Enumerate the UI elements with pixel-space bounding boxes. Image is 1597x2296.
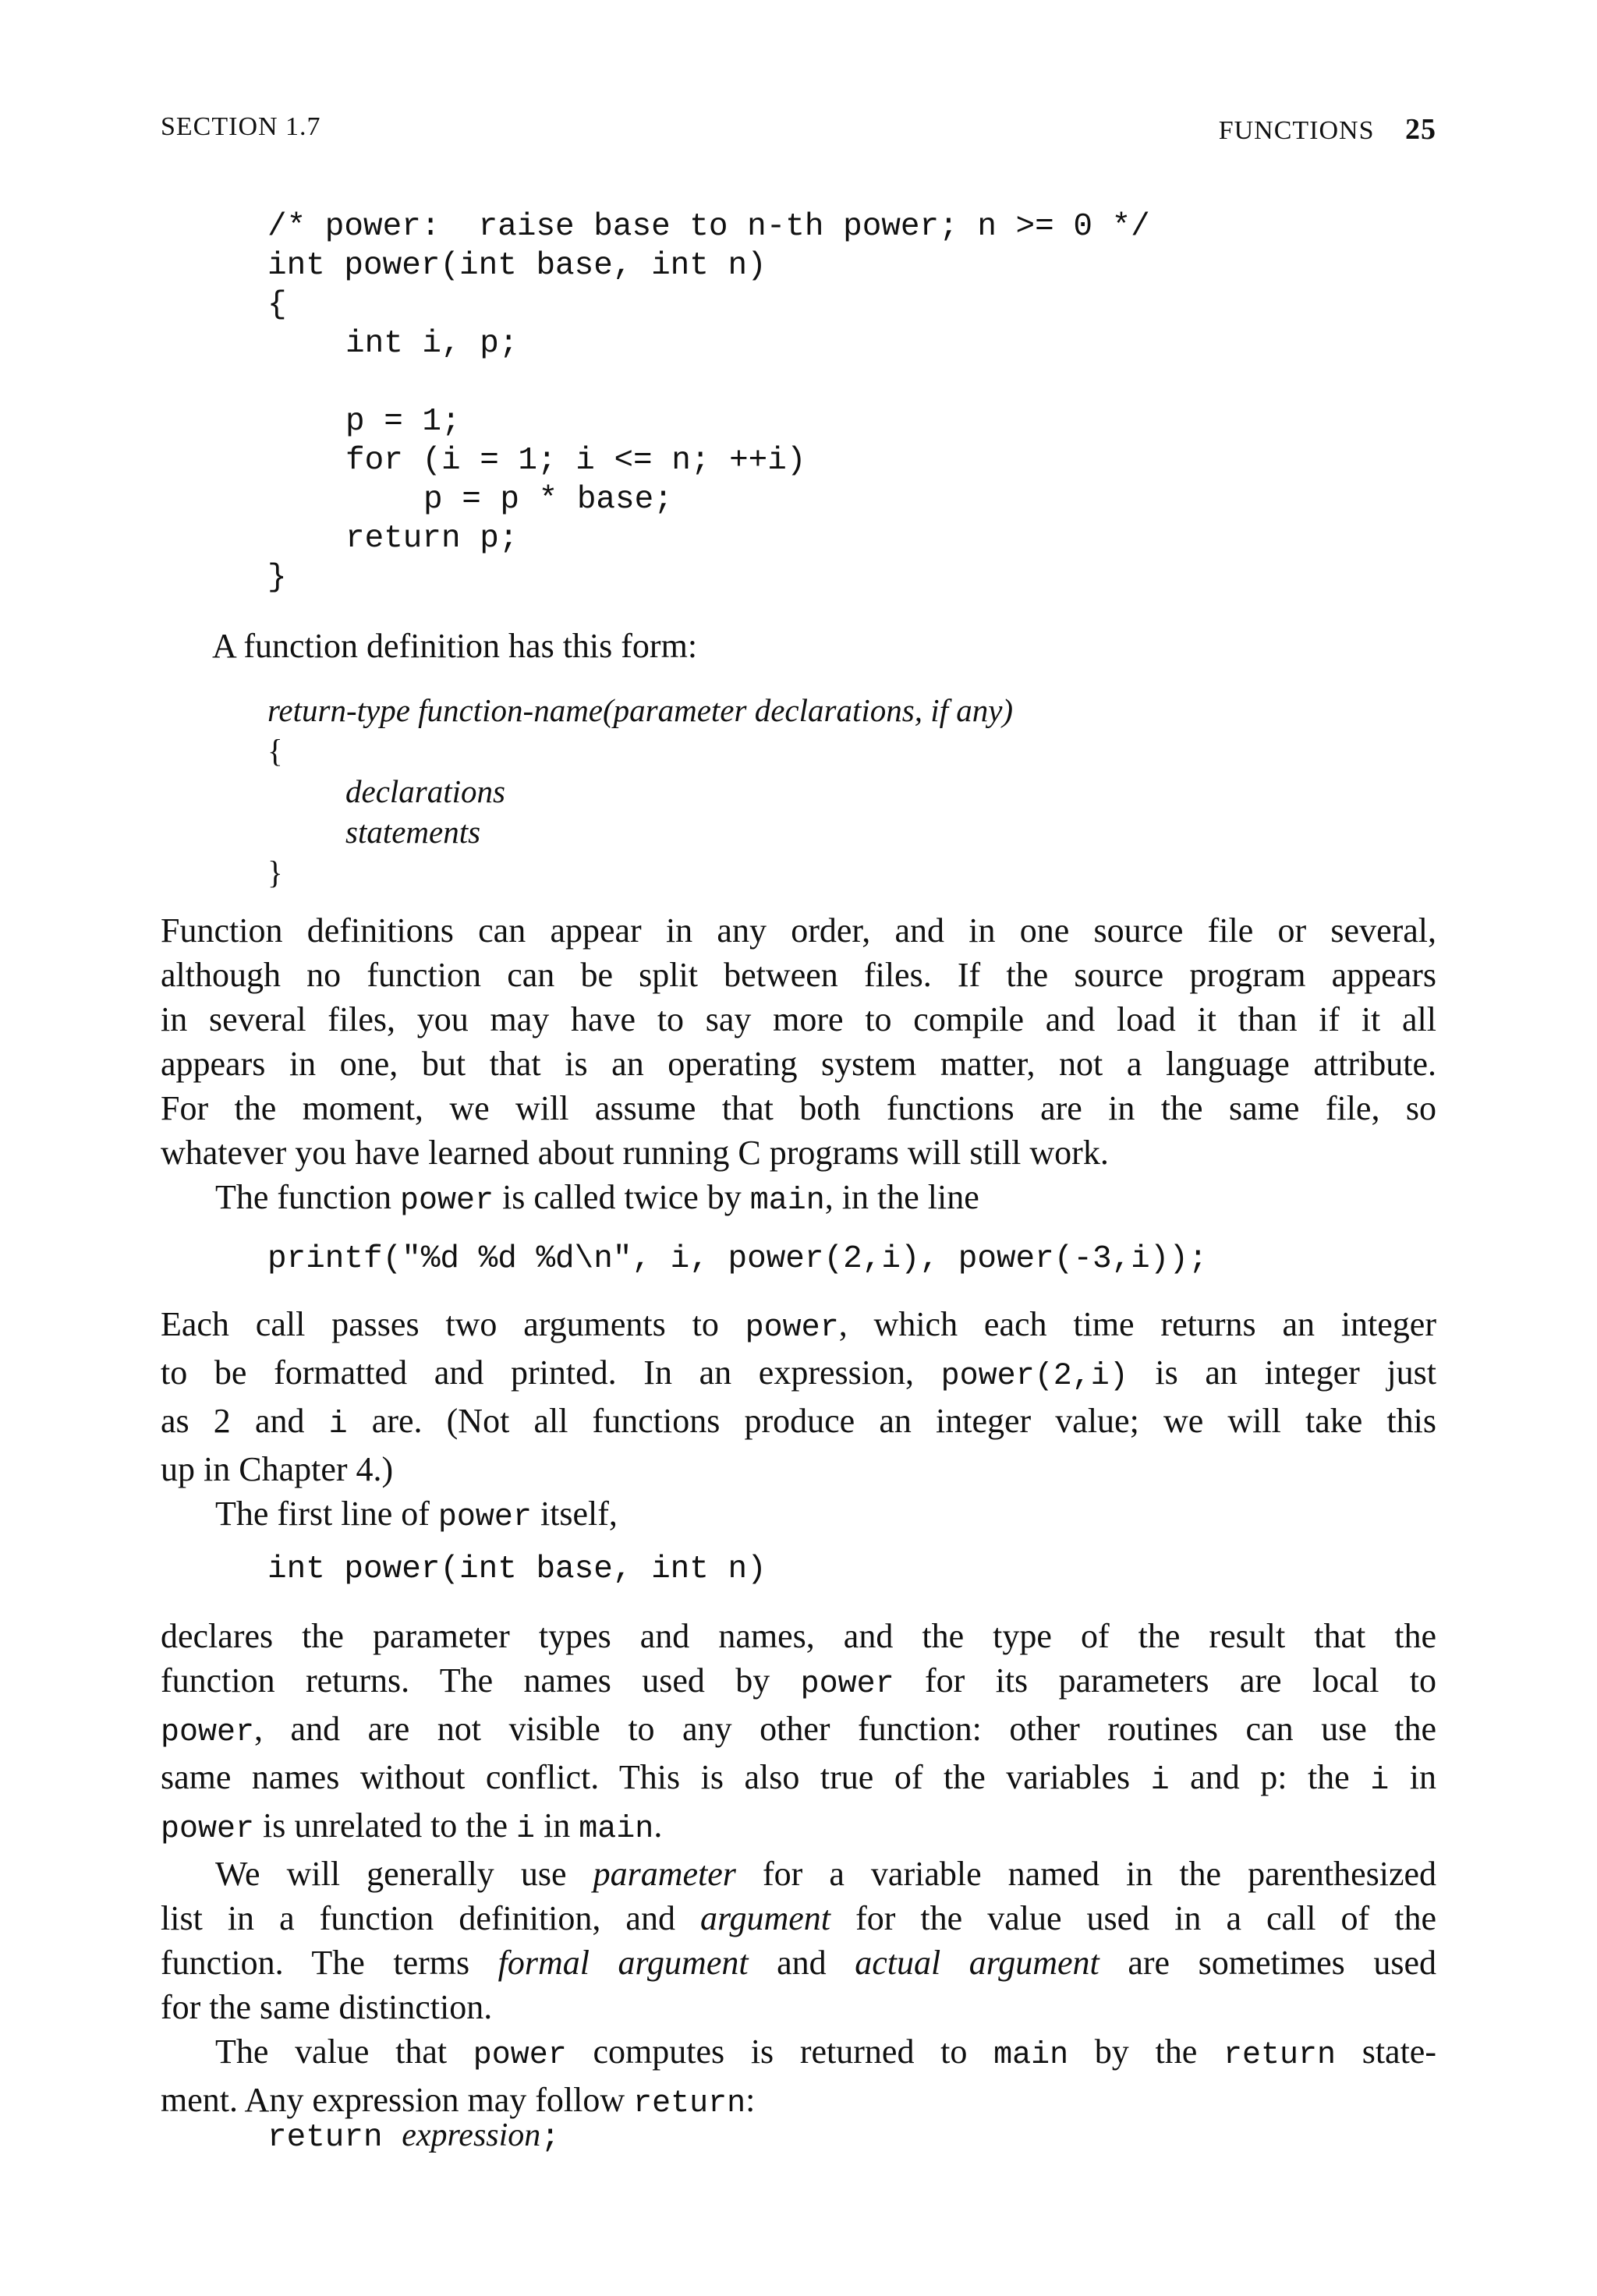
italic-term: actual argument: [855, 1944, 1099, 1982]
text-line: [161, 1658, 1436, 1707]
code-semicolon: ;: [540, 2120, 560, 2156]
paragraph-1: [161, 908, 1436, 1223]
inline-code: power(2,i): [940, 1359, 1128, 1394]
inline-code: i: [328, 1407, 348, 1442]
form-open-brace: {: [267, 733, 283, 769]
code-placeholder: expression: [402, 2117, 541, 2153]
code-line: for (i = 1; i <= n; ++i): [345, 443, 806, 479]
code-block-declaration: [267, 1550, 767, 1589]
inline-code: power: [161, 1715, 255, 1750]
text-line: [161, 1350, 1436, 1399]
text-span: computes is returned to: [566, 2032, 994, 2071]
text-span: is unrelated to the: [254, 1806, 517, 1845]
text-span: for its parameters are local to: [894, 1661, 1436, 1700]
code-line: p = 1;: [345, 404, 461, 440]
text-line: [161, 2029, 1436, 2078]
text-span: state-: [1336, 2032, 1436, 2071]
code-line: return p;: [345, 521, 519, 557]
code-line: p = p * base;: [423, 482, 673, 518]
text-span: itself,: [531, 1495, 618, 1533]
inline-code: return: [633, 2086, 746, 2121]
inline-code: i: [516, 1812, 536, 1847]
text-span: as 2 and: [161, 1402, 329, 1440]
inline-code: i: [1150, 1764, 1170, 1799]
text-line: for the same distinction.: [161, 1988, 493, 2026]
text-span: are. (Not all functions produce an integer value; we will take this: [347, 1402, 1436, 1440]
text-span: in: [1389, 1758, 1436, 1796]
text-span: are sometimes used: [1099, 1944, 1437, 1982]
form-statements: statements: [345, 814, 481, 850]
code-block-return: [267, 2116, 560, 2155]
form-close-brace: }: [267, 854, 283, 890]
text-span: , and are not visible to any other function: other routines can use the: [254, 1710, 1436, 1748]
text-line: For the moment, we will assume that both functions are in the same file, so: [161, 1089, 1436, 1127]
inline-code: power: [800, 1667, 894, 1702]
text-span: ment. Any expression may follow: [161, 2081, 634, 2119]
paragraph-5: [161, 1614, 1436, 2126]
code-line-blank: [267, 363, 1150, 402]
inline-code: power: [437, 1500, 532, 1535]
text-span: for the value used in a call of the: [830, 1899, 1436, 1937]
code-line: int power(int base, int n): [267, 248, 767, 284]
text-line: [161, 1302, 1436, 1350]
text-span: is an integer just: [1128, 1353, 1436, 1392]
inline-code: power: [400, 1183, 494, 1219]
text-line: Function definitions can appear in any order, and in one source file or several,: [161, 911, 1436, 950]
text-line: whatever you have learned about running C programs will still work.: [161, 1134, 1109, 1172]
text-line: [161, 1707, 1436, 1755]
text-line: up in Chapter 4.): [161, 1450, 394, 1488]
italic-term: parameter: [593, 1855, 736, 1893]
inline-code: main: [993, 2038, 1069, 2073]
text-line: declares the parameter types and names, and the type of the result that the: [161, 1617, 1436, 1655]
intro-form-text: A function definition has this form:: [212, 627, 698, 665]
page-number: 25: [1405, 113, 1436, 146]
text-span: Each call passes two arguments to: [161, 1305, 745, 1343]
text-span: same names without conflict. This is also true of the variables: [161, 1758, 1151, 1796]
code-line: /* power: raise base to n-th power; n >= 0 */: [267, 209, 1150, 245]
text-line: [161, 1175, 1436, 1223]
text-line: in several files, you may have to say more to compile and load it than if it all: [161, 1000, 1436, 1038]
text-span: , in the line: [824, 1178, 979, 1216]
text-line: [161, 1803, 1436, 1852]
text-line: [161, 1755, 1436, 1803]
code-line: int power(int base, int n): [267, 1551, 767, 1587]
form-declarations: declarations: [345, 773, 505, 809]
section-label: SECTION 1.7: [161, 112, 321, 141]
text-span: The first line of: [215, 1495, 438, 1533]
form-signature: return-type function-name(parameter declarations, if any): [267, 692, 1014, 728]
text-span: is called twice by: [494, 1178, 750, 1216]
text-span: .: [653, 1806, 663, 1845]
running-head: [161, 112, 1436, 151]
text-span: :: [745, 2081, 756, 2119]
text-line: [161, 1491, 1436, 1540]
text-line: appears in one, but that is an operating system matter, not a language attribute.: [161, 1045, 1436, 1083]
inline-code: main: [749, 1183, 825, 1219]
text-span: in: [535, 1806, 579, 1845]
text-line: [161, 1399, 1436, 1447]
text-span: function. The terms: [161, 1944, 498, 1982]
italic-term: argument: [700, 1899, 831, 1937]
text-line: [161, 1940, 1436, 1985]
text-span: function returns. The names used by: [161, 1661, 801, 1700]
text-span: and: [1169, 1758, 1261, 1796]
text-line: [161, 1852, 1436, 1896]
text-span: by the: [1068, 2032, 1223, 2071]
code-block-printf: [267, 1240, 1208, 1279]
text-span: list in a function definition, and: [161, 1899, 700, 1937]
inline-code: power: [161, 1812, 255, 1847]
text-span: and: [748, 1944, 855, 1982]
text-span: for a variable named in the parenthesized: [735, 1855, 1437, 1893]
code-line: }: [267, 560, 287, 596]
code-line: int i, p;: [345, 326, 519, 362]
text-span: The function: [215, 1178, 401, 1216]
chapter-title-and-page: [1219, 112, 1436, 147]
text-span: We will generally use: [215, 1855, 593, 1893]
text-span: p: [1260, 1758, 1278, 1796]
text-span: , which each time returns an integer: [838, 1305, 1436, 1343]
italic-term: formal argument: [498, 1944, 749, 1982]
text-span: to be formatted and printed. In an expression,: [161, 1353, 941, 1392]
code-line: printf("%d %d %d\n", i, power(2,i), power(-3,i));: [267, 1241, 1208, 1277]
inline-code: return: [1223, 2038, 1336, 2073]
text-span: : the: [1277, 1758, 1371, 1796]
function-form-block: [267, 690, 1013, 893]
chapter-title: FUNCTIONS: [1218, 116, 1375, 145]
inline-code: i: [1370, 1764, 1390, 1799]
code-line: [267, 2116, 560, 2155]
text-line: [161, 1896, 1436, 1940]
code-keyword: return: [267, 2120, 402, 2156]
inline-code: power: [473, 2038, 567, 2073]
inline-code: main: [579, 1812, 654, 1847]
text-line: although no function can be split between files. If the source program appears: [161, 956, 1436, 994]
paragraph-3: [161, 1302, 1436, 1540]
code-block-power: [267, 207, 1150, 597]
code-line: {: [267, 287, 287, 323]
inline-code: power: [745, 1311, 839, 1346]
text-span: The value that: [215, 2032, 473, 2071]
